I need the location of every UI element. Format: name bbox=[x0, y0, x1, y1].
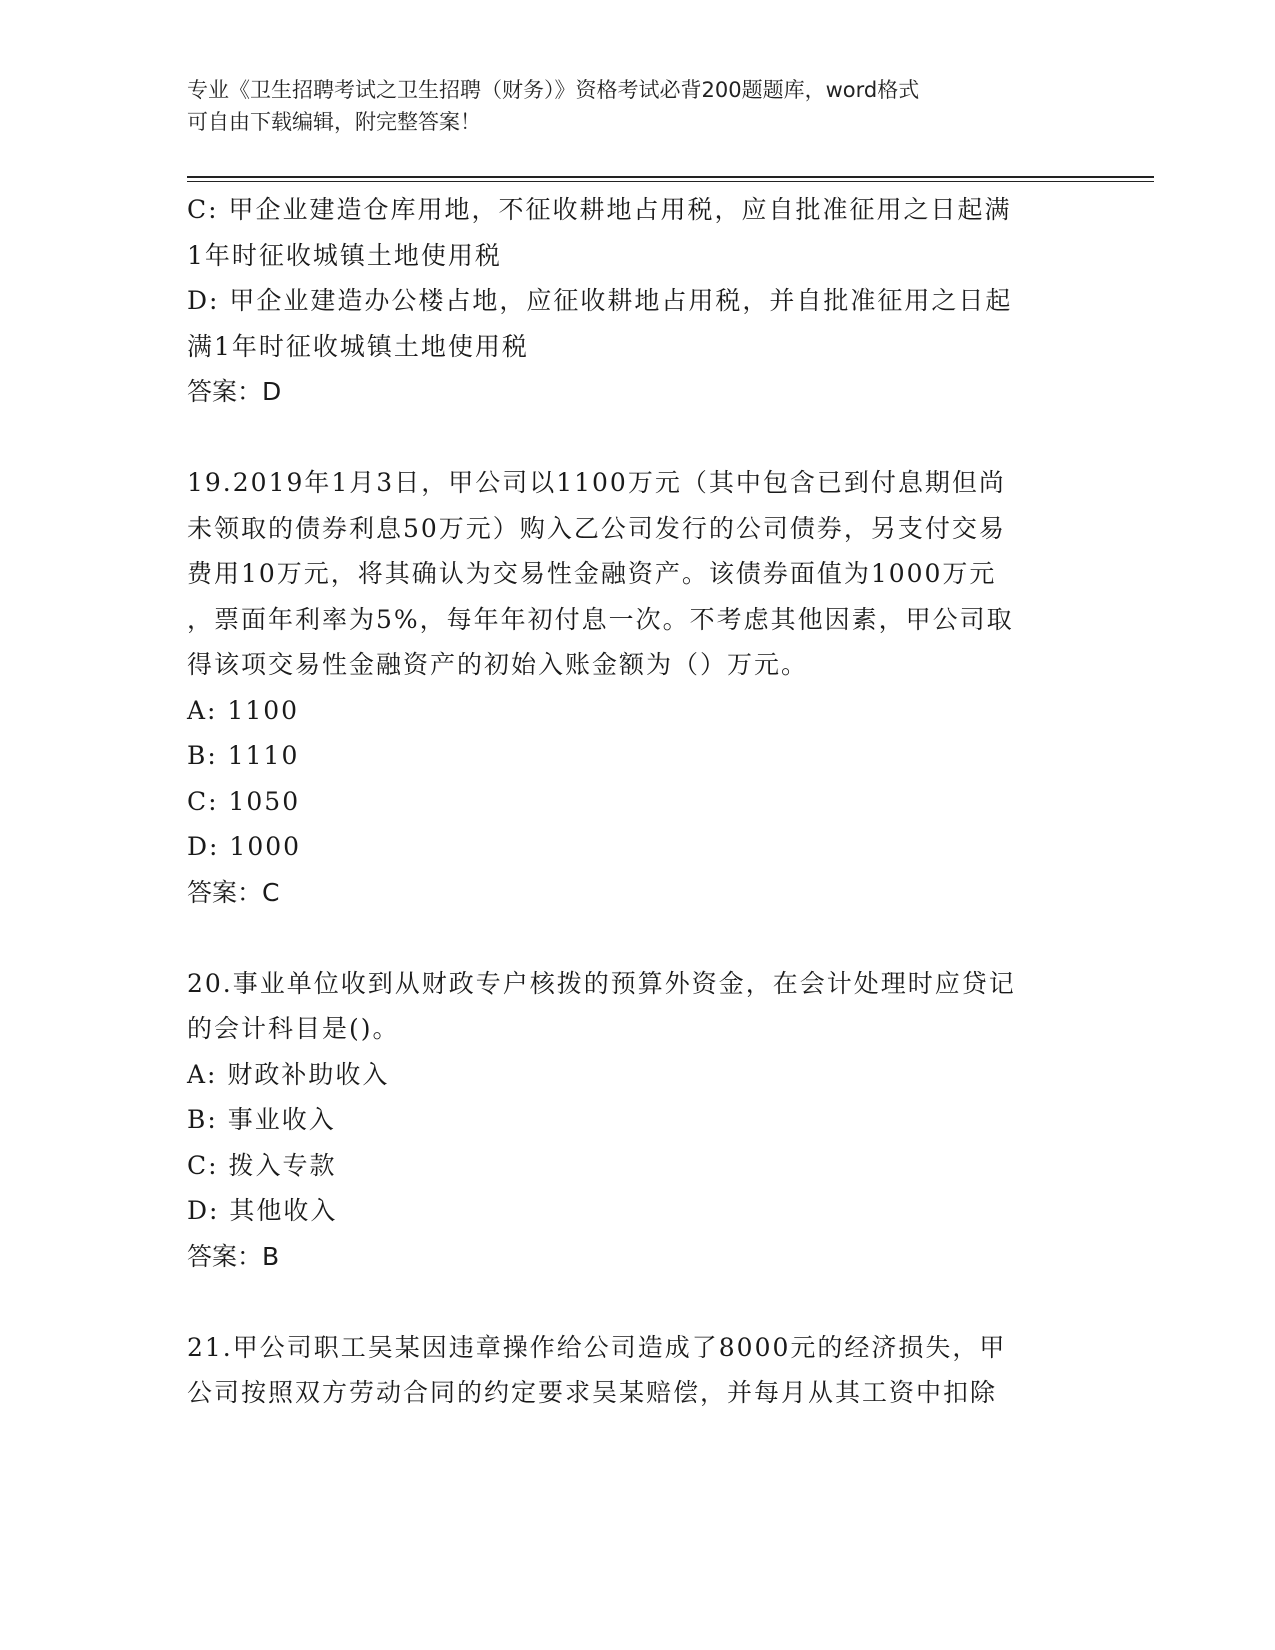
option-line: C: 甲企业建造仓库用地，不征收耕地占用税，应自批准征用之日起满 bbox=[187, 195, 1012, 224]
option-d bbox=[187, 278, 1087, 369]
question-stem-line: 未领取的债券利息50万元）购入乙公司发行的公司债券，另支付交易 bbox=[187, 513, 1006, 543]
page-header bbox=[187, 74, 1077, 138]
option-a: A: 财政补助收入 bbox=[187, 1059, 390, 1089]
answer-line: 答案：C bbox=[187, 877, 280, 907]
prev-question bbox=[187, 187, 1087, 415]
option-d: D: 1000 bbox=[187, 832, 302, 861]
option-c: C: 1050 bbox=[187, 786, 301, 816]
spacer bbox=[187, 415, 1087, 461]
option-c: C: 拨入专款 bbox=[187, 1150, 337, 1180]
option-line: D: 甲企业建造办公楼占地，应征收耕地占用税，并自批准征用之日起 bbox=[187, 286, 1013, 315]
question-stem-line: 得该项交易性金融资产的初始入账金额为（）万元。 bbox=[187, 650, 809, 679]
spacer bbox=[187, 1279, 1087, 1325]
question-stem-line: 费用10万元，将其确认为交易性金融资产。该债券面值为1000万元 bbox=[187, 559, 997, 588]
header-line: 可自由下载编辑，附完整答案！ bbox=[187, 110, 481, 134]
question-stem-line: ，票面年利率为5%，每年年初付息一次。不考虑其他因素，甲公司取 bbox=[187, 604, 1014, 634]
option-b: B: 事业收入 bbox=[187, 1105, 336, 1134]
option-b: B: 1110 bbox=[187, 741, 300, 770]
option-line: 1年时征收城镇土地使用税 bbox=[187, 240, 502, 270]
question-content bbox=[187, 187, 1087, 1416]
question-stem-line: 的会计科目是()。 bbox=[187, 1014, 400, 1043]
option-line: 满1年时征收城镇土地使用税 bbox=[187, 331, 529, 361]
question-20 bbox=[187, 961, 1087, 1280]
spacer bbox=[187, 915, 1087, 961]
question-stem-line: 20.事业单位收到从财政专户核拨的预算外资金，在会计处理时应贷记 bbox=[187, 968, 1016, 998]
option-a: A: 1100 bbox=[187, 695, 300, 725]
header-divider-thick bbox=[187, 176, 1154, 178]
answer-line: 答案：D bbox=[187, 377, 282, 406]
question-stem-line: 公司按照双方劳动合同的约定要求吴某赔偿，并每月从其工资中扣除 bbox=[187, 1378, 998, 1407]
question-stem-line: 21.甲公司职工吴某因违章操作给公司造成了8000元的经济损失，甲 bbox=[187, 1332, 1007, 1362]
header-divider-thin bbox=[187, 181, 1154, 182]
option-d: D: 其他收入 bbox=[187, 1196, 338, 1225]
header-line: 专业《卫生招聘考试之卫生招聘（财务）》资格考试必背200题题库，word格式 bbox=[187, 78, 920, 102]
option-c bbox=[187, 187, 1087, 278]
answer-line: 答案：B bbox=[187, 1241, 280, 1271]
question-21 bbox=[187, 1325, 1087, 1416]
question-19 bbox=[187, 460, 1087, 915]
question-stem-line: 19.2019年1月3日，甲公司以1100万元（其中包含已到付息期但尚 bbox=[187, 468, 1006, 497]
